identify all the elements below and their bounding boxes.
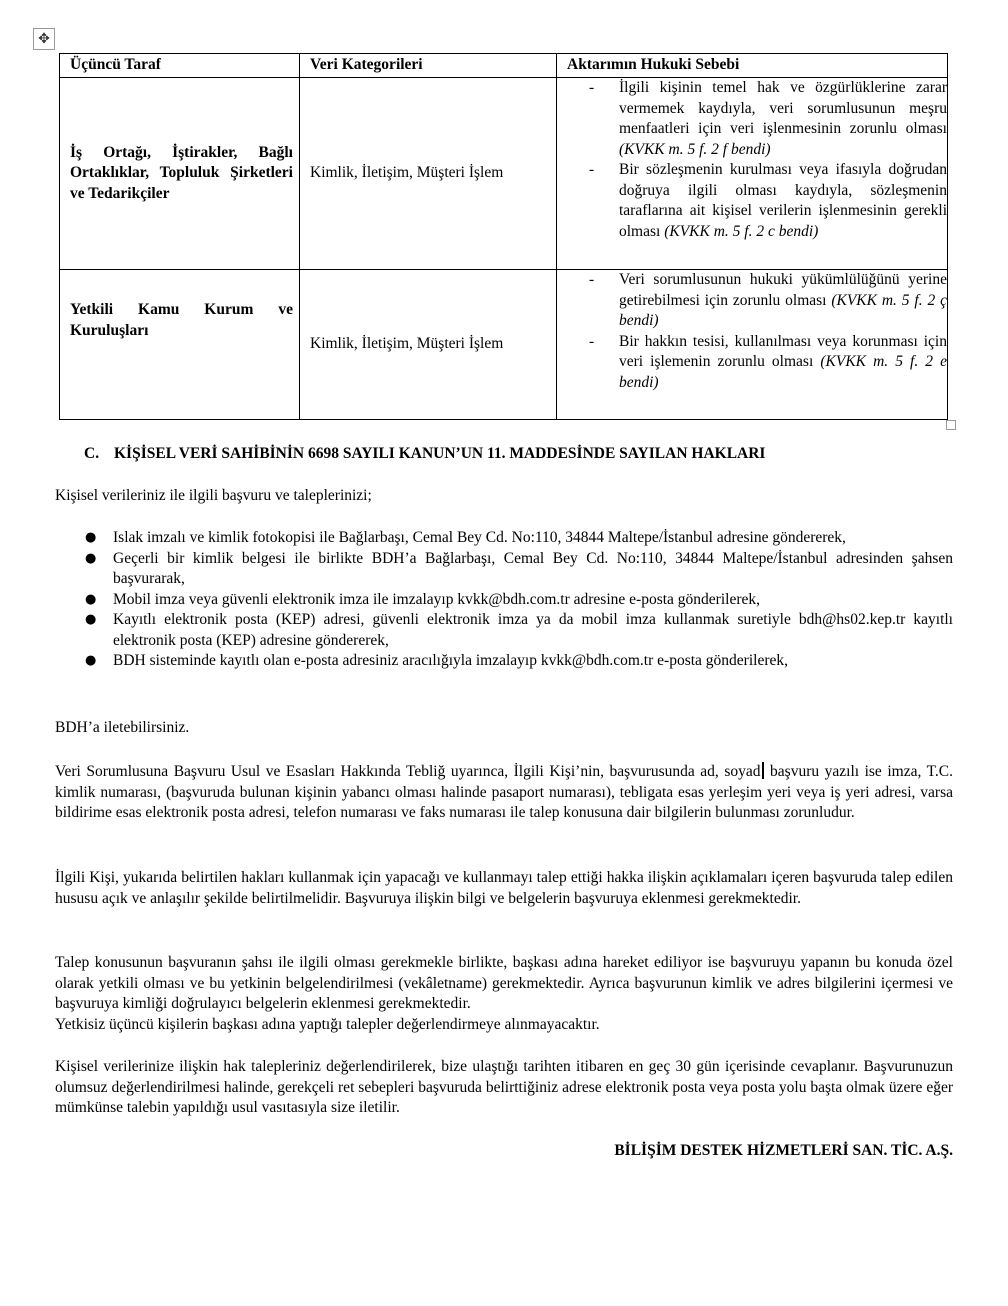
- header-legal-basis: Aktarımın Hukuki Sebebi: [557, 54, 948, 78]
- data-categories: Kimlik, İletişim, Müşteri İşlem: [300, 78, 557, 270]
- legal-basis-item: - İlgili kişinin temel hak ve özgürlüklerine zarar vermemek kaydıyla, veri sorumlusunun meşru menfaatleri için veri işlenmesinin zorunlu olması (KVKK m. 5 f. 2 f bendi): [589, 79, 947, 158]
- legal-basis-cell: [557, 78, 948, 270]
- list-item: ● Geçerli bir kimlik belgesi ile birlikte BDH’a Bağlarbaşı, Cemal Bey Cd. No:110, 34844 Maltepe/İstanbul adresinden şahsen başvurarak,: [85, 549, 953, 587]
- table-header-row: [60, 54, 948, 78]
- law-reference: (KVKK m. 5 f. 2 c bendi): [664, 222, 819, 240]
- section-title: KİŞİSEL VERİ SAHİBİNİN 6698 SAYILI KANUN’UN 11. MADDESİNDE SAYILAN HAKLARI: [114, 445, 766, 462]
- list-item: ● Islak imzalı ve kimlik fotokopisi ile Bağlarbaşı, Cemal Bey Cd. No:110, 34844 Maltepe/İstanbul adresine göndererek,: [55, 528, 953, 549]
- header-third-party: Üçüncü Taraf: [60, 54, 300, 78]
- section-heading: [84, 444, 765, 465]
- legal-basis-item: - Bir hakkın tesisi, kullanılması veya korunması için veri işlemenin zorunlu olması (KVKK m. 5 f. 2 e bendi): [589, 332, 948, 391]
- bullet-icon: ●: [85, 591, 97, 607]
- list-item: ● Mobil imza veya güvenli elektronik imza ile imzalayıp kvkk@bdh.com.tr adresine e-posta gönderilerek,: [55, 590, 953, 611]
- closing-line: BDH’a iletebilirsiniz.: [55, 719, 190, 736]
- legal-basis-item: - Veri sorumlusunun hukuki yükümlülüğünü yerine getirebilmesi için zorunlu olması (KVKK m. 5 f. 2 ç bendi): [589, 271, 947, 329]
- bullet-icon: ●: [85, 530, 97, 545]
- representation-paragraph: Talep konusunun başvuranın şahsı ile ilgili olması gerekmekle birlikte, başkası adına hareket ediliyor ise başvuruyu yapanın bu konuda özel olarak yetkili olması ve bu yetkinin belgelendirilmesi (vekâletname) gerekmektedir. Ayrıca başvurunun kimlik ve adres bilgilerini içermesi ve başvuruya kimliği doğrulayıcı belgelerin eklenmesi gerekmektedir.: [55, 954, 953, 1012]
- explanation-paragraph: İlgili Kişi, yukarıda belirtilen hakları kullanmak için yapacağı ve kullanmayı talep ettiği hakka ilişkin açıklamaları içeren başvuruda talep edilen hususu açık ve anlaşılır şekilde belirtilmelidir. Başvuruya ilişkin bilgi ve belgelerin başvuruya eklenmesi gerekmektedir.: [55, 869, 953, 907]
- application-methods-list: [55, 528, 953, 672]
- header-data-categories: Veri Kategorileri: [300, 54, 557, 78]
- legal-basis-item: - Bir sözleşmenin kurulması veya ifasıyla doğrudan doğruya ilgili olması kaydıyla, sözleşmenin taraflarına ait kişisel verilerin işlenmesinin gerekli olması (KVKK m. 5 f. 2 c bendi): [589, 161, 947, 240]
- table-row: [60, 78, 948, 270]
- section-letter: C.: [84, 445, 100, 462]
- law-reference: (KVKK m. 5 f. 2 f bendi): [619, 140, 771, 158]
- list-item: ● Kayıtlı elektronik posta (KEP) adresi, güvenli elektronik imza ya da mobil imza kullanmak suretiyle bdh@hs02.kep.tr kayıtlı elektronik posta (KEP) adresine göndererek,: [85, 611, 953, 649]
- data-transfer-table: [59, 53, 948, 420]
- law-reference: (KVKK m. 5 f. 2 e bendi): [619, 353, 948, 391]
- law-reference: (KVKK m. 5 f. 2 ç bendi): [619, 291, 947, 329]
- list-item: ● BDH sisteminde kayıtlı olan e-posta adresiniz aracılığıyla imzalayıp kvkk@bdh.com.tr e-posta gönderilerek,: [55, 651, 953, 672]
- requirements-paragraph[interactable]: Veri Sorumlusuna Başvuru Usul ve Esasları Hakkında Tebliğ uyarınca, İlgili Kişi’nin, başvurusunda ad, soyad başvuru yazılı ise imza, T.C. kimlik numarası, (başvuruda bulunan kişinin yabancı olması halinde pasaport numarası), tebligata esas yerleşim yeri veya iş yeri adresi, varsa bildirime esas elektronik posta adresi, telefon numarası ve faks numarası ile talep konusuna dair bilgilerin bulunması zorunludur.: [55, 763, 954, 821]
- response-paragraph: Kişisel verilerinize ilişkin hak talepleriniz değerlendirilerek, bize ulaştığı tarihten itibaren en geç 30 gün içerisinde cevaplanır. Başvurunuzun olumsuz değerlendirilmesi halinde, gerekçeli ret sebepleri başvuruda belirttiğiniz adrese elektronik posta veya posta yolu başta olmak üzere eğer mümkünse talebin yapıldığı usul vasıtasıyla size iletilir.: [55, 1058, 953, 1116]
- text-cursor: [762, 762, 764, 779]
- unauthorized-note: Yetkisiz üçüncü kişilerin başkası adına yaptığı talepler değerlendirmeye alınmayacaktır.: [55, 1016, 600, 1033]
- intro-paragraph: Kişisel verileriniz ile ilgili başvuru ve taleplerinizi;: [55, 487, 372, 504]
- table-resize-handle-icon[interactable]: [946, 420, 956, 430]
- table-move-handle-icon[interactable]: ✥: [33, 28, 55, 50]
- data-categories: Kimlik, İletişim, Müşteri İşlem: [300, 270, 557, 420]
- company-signature: BİLİŞİM DESTEK HİZMETLERİ SAN. TİC. A.Ş.: [614, 1142, 953, 1159]
- bullet-icon: ●: [85, 612, 97, 627]
- bullet-icon: ●: [85, 550, 97, 566]
- third-party-name: Yetkili Kamu Kurum ve Kuruluşları: [60, 270, 300, 420]
- third-party-name: İş Ortağı, İştirakler, Bağlı Ortaklıklar, Topluluk Şirketleri ve Tedarikçiler: [60, 78, 300, 270]
- bullet-icon: ●: [85, 653, 97, 668]
- table-row: [60, 270, 948, 420]
- legal-basis-cell: [557, 270, 948, 420]
